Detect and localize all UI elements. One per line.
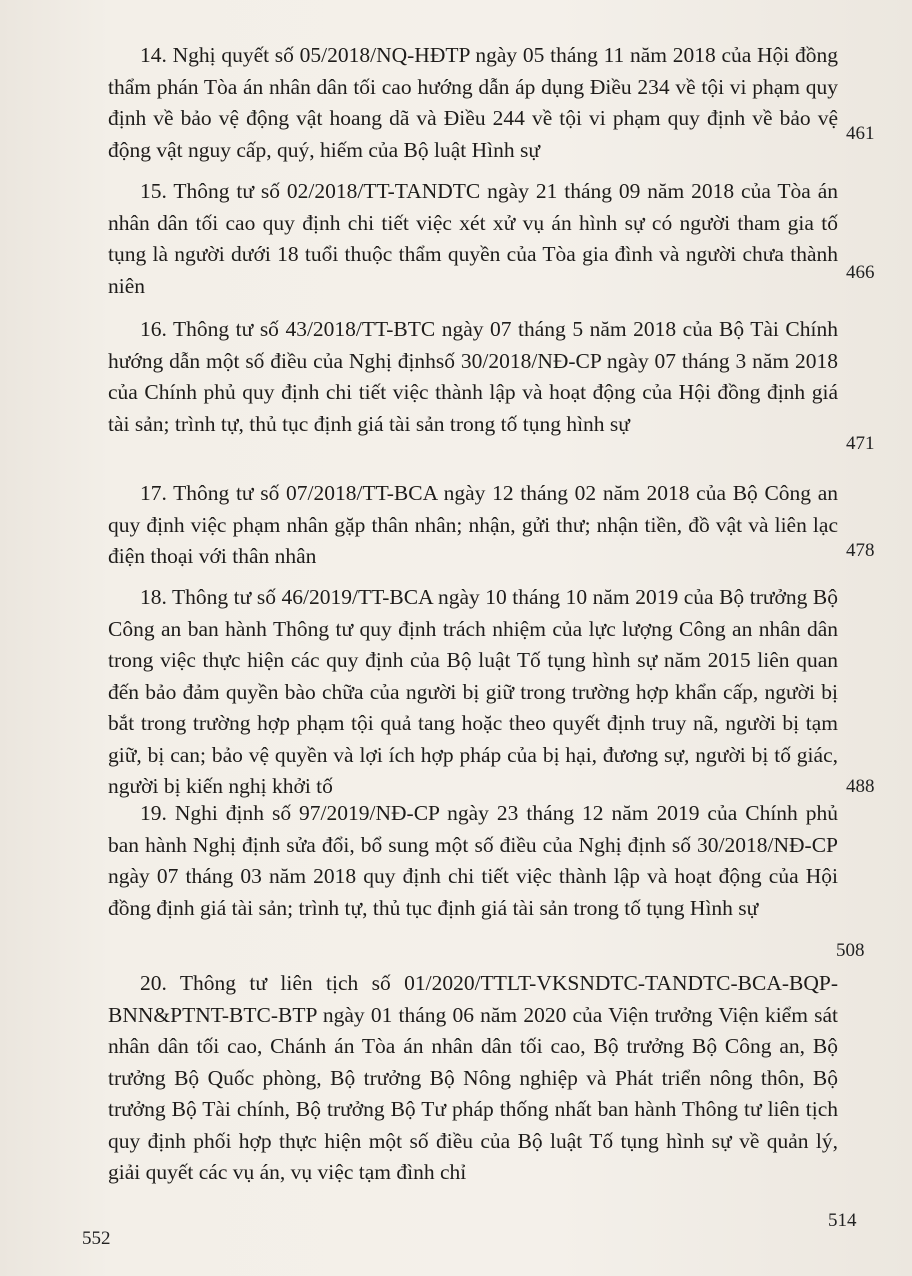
entry-text: 19. Nghi định số 97/2019/NĐ-CP ngày 23 tháng 12 năm 2019 của Chính phủ ban hành Nghị định sửa đổi, bổ sung một số điều của Nghị định số 30/2018/NĐ-CP ngày 07 tháng 03 năm 2018 quy định chi tiết việc thành lập và hoạt động của Hội đồng định giá tài sản; trình tự, thủ tục định giá tài sản trong tố tụng Hình sự [108, 801, 838, 920]
page-folio: 552 [82, 1228, 111, 1249]
entry-text: 18. Thông tư số 46/2019/TT-BCA ngày 10 tháng 10 năm 2019 của Bộ trưởng Bộ Công an ban hành Thông tư quy định trách nhiệm của lực lượng Công an nhân dân trong việc thực hiện các quy định của Bộ luật Tố tụng hình sự năm 2015 liên quan đến bảo đảm quyền bào chữa của người bị giữ trong trường hợp khẩn cấp, người bị bắt trong trường hợp phạm tội quả tang hoặc theo quyết định truy nã, người bị tạm giữ, bị can; bảo vệ quyền và lợi ích hợp pháp của bị hại, đương sự, người bị tố giác, người bị kiến nghị khởi tố [108, 585, 838, 798]
toc-entry-14 [108, 40, 838, 166]
entry-page-number: 471 [846, 433, 875, 454]
toc-entry-16 [108, 314, 838, 440]
toc-entry-20 [108, 968, 838, 1189]
entry-text: 15. Thông tư số 02/2018/TT-TANDTC ngày 21 tháng 09 năm 2018 của Tòa án nhân dân tối cao quy định chi tiết việc xét xử vụ án hình sự có người tham gia tố tụng là người dưới 18 tuổi thuộc thẩm quyền của Tòa gia đình và người chưa thành niên [108, 179, 838, 298]
entry-text: 17. Thông tư số 07/2018/TT-BCA ngày 12 tháng 02 năm 2018 của Bộ Công an quy định việc phạm nhân gặp thân nhân; nhận, gửi thư; nhận tiền, đồ vật và liên lạc điện thoại với thân nhân [108, 481, 838, 568]
entry-page-number: 514 [828, 1210, 857, 1231]
toc-entry-18 [108, 582, 838, 803]
entry-page-number: 488 [846, 776, 875, 797]
entry-page-number: 508 [836, 940, 865, 961]
entry-text: 14. Nghị quyết số 05/2018/NQ-HĐTP ngày 05 tháng 11 năm 2018 của Hội đồng thẩm phán Tòa án nhân dân tối cao hướng dẫn áp dụng Điều 234 về tội vi phạm quy định về bảo vệ động vật hoang dã và Điều 244 về tội vi phạm quy định về bảo vệ động vật nguy cấp, quý, hiếm của Bộ luật Hình sự [108, 43, 838, 162]
entry-text: 20. Thông tư liên tịch số 01/2020/TTLT-VKSNDTC-TANDTC-BCA-BQP-BNN&PTNT-BTC-BTP ngày 01 tháng 06 năm 2020 của Viện trưởng Viện kiểm sát nhân dân tối cao, Chánh án Tòa án nhân dân tối cao, Bộ trưởng Bộ Công an, Bộ trưởng Bộ Quốc phòng, Bộ trưởng Bộ Nông nghiệp và Phát triển nông thôn, Bộ trưởng Bộ Tài chính, Bộ trưởng Bộ Tư pháp thống nhất ban hành Thông tư liên tịch quy định phối hợp thực hiện một số điều của Bộ luật Tố tụng hình sự về quản lý, giải quyết các vụ án, vụ việc tạm đình chỉ [108, 971, 838, 1184]
entry-page-number: 466 [846, 262, 875, 283]
entry-page-number: 478 [846, 540, 875, 561]
toc-entry-15 [108, 176, 838, 302]
entry-page-number: 461 [846, 123, 875, 144]
entry-text: 16. Thông tư số 43/2018/TT-BTC ngày 07 tháng 5 năm 2018 của Bộ Tài Chính hướng dẫn một số điều của Nghị địnhsố 30/2018/NĐ-CP ngày 07 tháng 3 năm 2018 của Chính phủ quy định chi tiết việc thành lập và hoạt động của Hội đồng định giá tài sản; trình tự, thủ tục định giá tài sản trong tố tụng hình sự [108, 317, 838, 436]
toc-entry-17 [108, 478, 838, 573]
toc-entry-19 [108, 798, 838, 924]
